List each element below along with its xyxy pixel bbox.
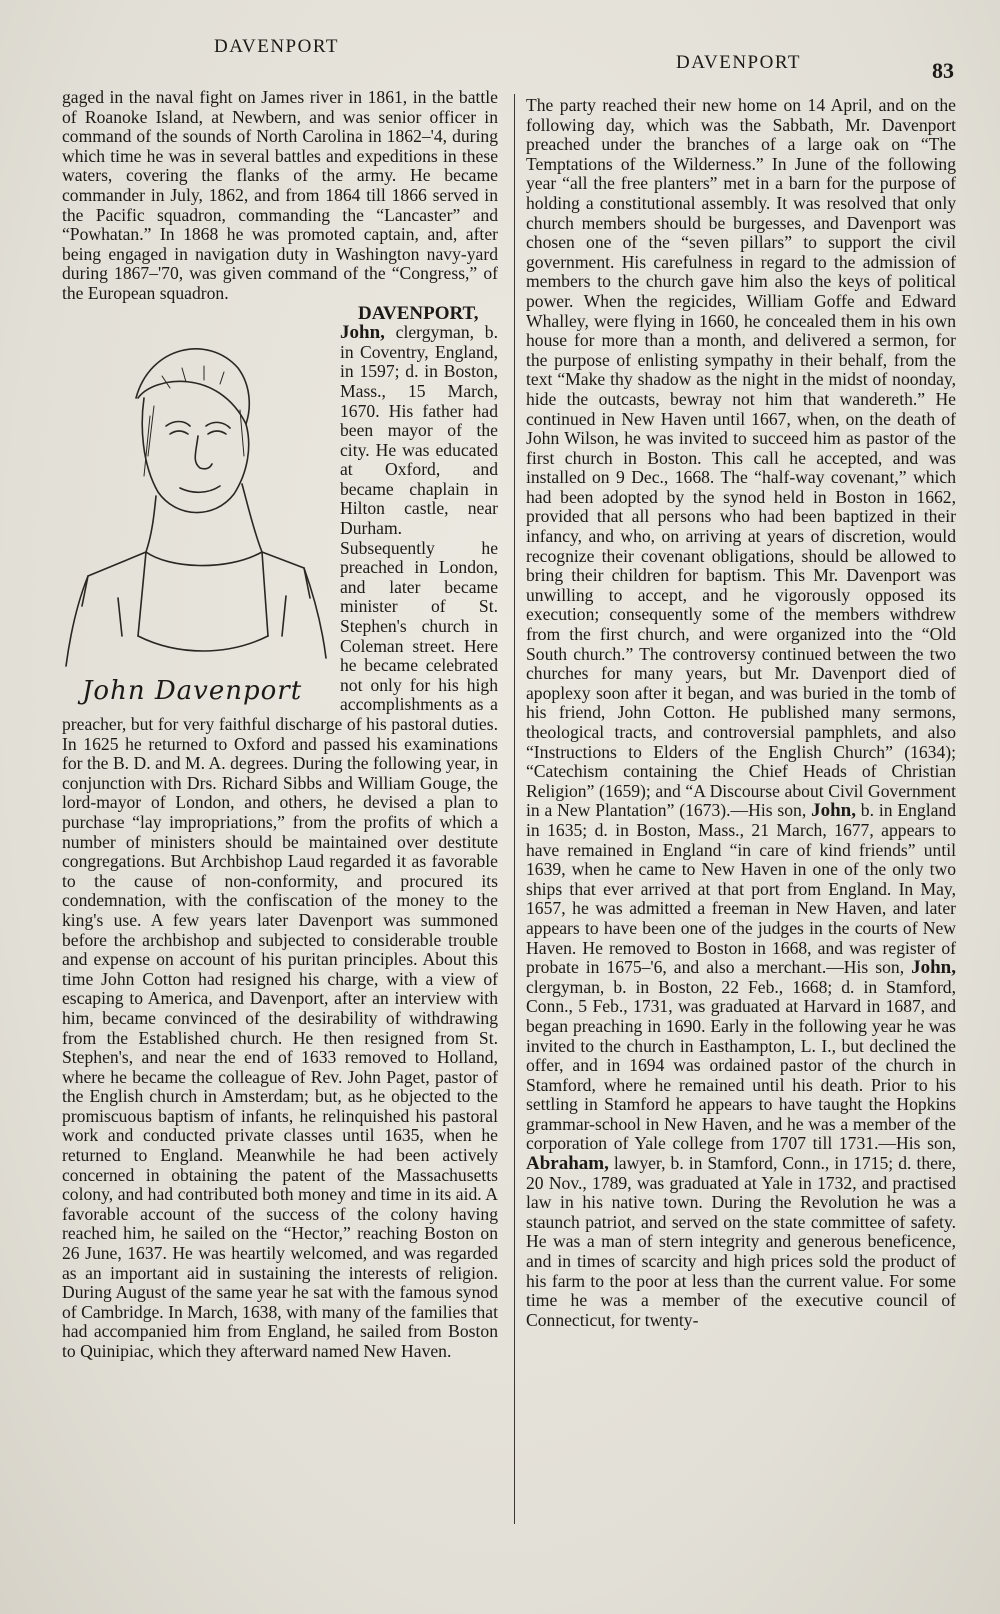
column-divider — [514, 94, 515, 1524]
text-run: The party reached their new home on 14 April, and on the following day, which was the Sabbath, Mr. Davenport preached under the branches of a large oak on “The Temptations of the Wilderness.” In June of the following year “all the free planters” met in a barn for the purpose of holding a constitutional assembly. It was resolved that only church members should be burgesses, and Davenport was chosen one of the “seven pillars” to support the civil government. His carefulness in regard to the admission of members to the church gave him also the keys of political power. When the regicides, William Goffe and Edward Whalley, were flying in 1660, he concealed them in his own house for more than a month, and delivered a sermon, for the purpose of enlisting sympathy in their behalf, from the text “Make thy shadow as the night in the midst of noonday, hide the outcasts, bewray not him that wandereth.” He continued in New Haven until 1667, when, on the death of John Wilson, he was invited to succeed him as pastor of the first church in Boston. This call he accepted, and was installed on 9 Dec., 1668. The “half-way covenant,” which had been adopted by the synod held in Boston in 1662, provided that all persons who had been baptized in their infancy, and who, on arriving at years of discretion, would recognize their covenant obligations, should be allowed to bring their children for baptism. This Mr. Davenport was unwilling to accept, and he vigorously opposed its execution; consequently some of the members withdrew from the first church, and were organized into the “Old South church.” The controversy continued between the two churches for many years, but Mr. Davenport died of apoplexy soon after it began, and was buried in the tomb of his friend, John Cotton. He published many sermons, theological tracts, and controversial pamphlets, and also “Instructions to Elders of the English Church” (1634); “Catechism containing the Chief Heads of Christian Religion” (1659); and “A Discourse about Civil Government in a New Plantation” (1673).—His son, — [526, 95, 956, 821]
signature: John Davenport — [82, 675, 303, 706]
running-head-left: DAVENPORT — [214, 36, 339, 57]
paragraph-continued-right — [526, 96, 956, 1330]
left-column — [62, 88, 498, 1362]
name-abraham: Abraham, — [526, 1153, 609, 1175]
portrait-figure — [58, 306, 332, 704]
entry-body: clergyman, b. in Coventry, England, in 1597; d. in Boston, Mass., 15 March, 1670. His father had been mayor of the city. He was educated at Oxford, and became chaplain in Hilton castle, near Durham. Subsequently he preached in London, and later became minister of St. Stephen's church in Coleman street. Here he became celebrated not only for his high accomplishments as a preacher, but for very faithful discharge of his pastoral duties. In 1625 he returned to Oxford and passed his examinations for the B. D. and M. A. degrees. During the following year, in conjunction with Drs. Richard Sibbs and William Gouge, the lord-mayor of London, and others, he devised a plan to purchase “lay impropriations,” from the profits of which a number of ministers should be maintained over destitute congregations. But Archbishop Laud regarded it as favorable to the cause of non-conformity, and procured its condemnation, with the confiscation of the money to the king's use. A few years later Davenport was summoned before the archbishop and subjected to considerable trouble and expense on account of his puritan principles. About this time John Cotton had resigned his charge, with a view of escaping to America, and Davenport, after an interview with him, became convinced of the desirability of withdrawing from the Established church. He then resigned from St. Stephen's, and near the end of 1633 removed to Holland, where he became the colleague of Rev. John Paget, pastor of the English church in Amsterdam; but, as he objected to the promiscuous baptism of infants, he relinquished his pastoral work and conducted private classes until 1635, when he returned to England. Meanwhile he had been actively concerned in obtaining the patent of the Massachusetts colony, and had contributed both money and time in its aid. A favorable account of the success of the colony having reached him, he sailed on the “Hector,” reaching Boston on 26 June, 1637. He was heartily welcomed, and was regarded as an important aid in sustaining the interests of religion. During August of the same year he sat with the famous synod of Cambridge. In March, 1638, with many of the families that had accompanied him from England, he sailed from Boston to Quinipiac, which they afterward named New Haven. — [62, 322, 498, 1361]
running-head-right: DAVENPORT — [676, 52, 801, 73]
page-number: 83 — [932, 58, 954, 83]
name-john-son: John, — [811, 800, 856, 822]
portrait-engraving — [58, 306, 332, 704]
paragraph-continued: gaged in the naval fight on James river in 1861, in the battle of Roanoke Island, at Newbern, and was senior officer in command of the sounds of North Carolina in 1862–'4, during which time he was in several battles and expeditions in these waters, covering the flanks of the army. He became commander in July, 1862, and from 1864 till 1866 served in the Pacific squadron, commanding the “Lancaster” and “Powhatan.” In 1868 he was promoted captain, and, after being engaged in navigation duty in Washington navy-yard during 1867–'70, was given command of the “Congress,” of the European squadron. — [62, 87, 498, 303]
entry-heading: DAVENPORT, John, — [340, 302, 479, 344]
text-run: lawyer, b. in Stamford, Conn., in 1715; d. there, 20 Nov., 1789, was graduated at Yale in 1732, and practised law in his native town. During the Revolution he was a staunch patriot, and served on the state committee of safety. He was a man of stern integrity and generous beneficence, and in times of scarcity and high prices sold the product of his farm to the poor at less than the current value. For some time he was a member of the executive council of Connecticut, for twenty- — [526, 1153, 956, 1330]
text-run: clergyman, b. in Boston, 22 Feb., 1668; d. in Stamford, Conn., 5 Feb., 1731, was graduated at Harvard in 1687, and began preaching in 1690. Early in the following year he was invited to the church in Easthampton, L. I., but declined the offer, and in 1694 was ordained pastor of the church in Stamford, where he remained until his death. Prior to his settling in Stamford he appears to have taught the Hopkins grammar-school in New Haven, and he was a member of the corporation of Yale college from 1707 till 1731.—His son, — [526, 976, 956, 1154]
text-run: b. in England in 1635; d. in Boston, Mass., 21 March, 1677, appears to have remained in England “in care of kind friends” until 1639, when he came to New Haven in one of the only two ships that ever arrived at that port from England. In May, 1657, he was admitted a freeman in New Haven, and later appears to have been one of the judges in the courts of New Haven. He removed to Boston in 1668, and was register of probate in 1675–'6, and also a merchant.—His son, — [526, 800, 956, 978]
name-john-clergyman: John, — [911, 957, 956, 979]
right-column — [526, 96, 956, 1330]
